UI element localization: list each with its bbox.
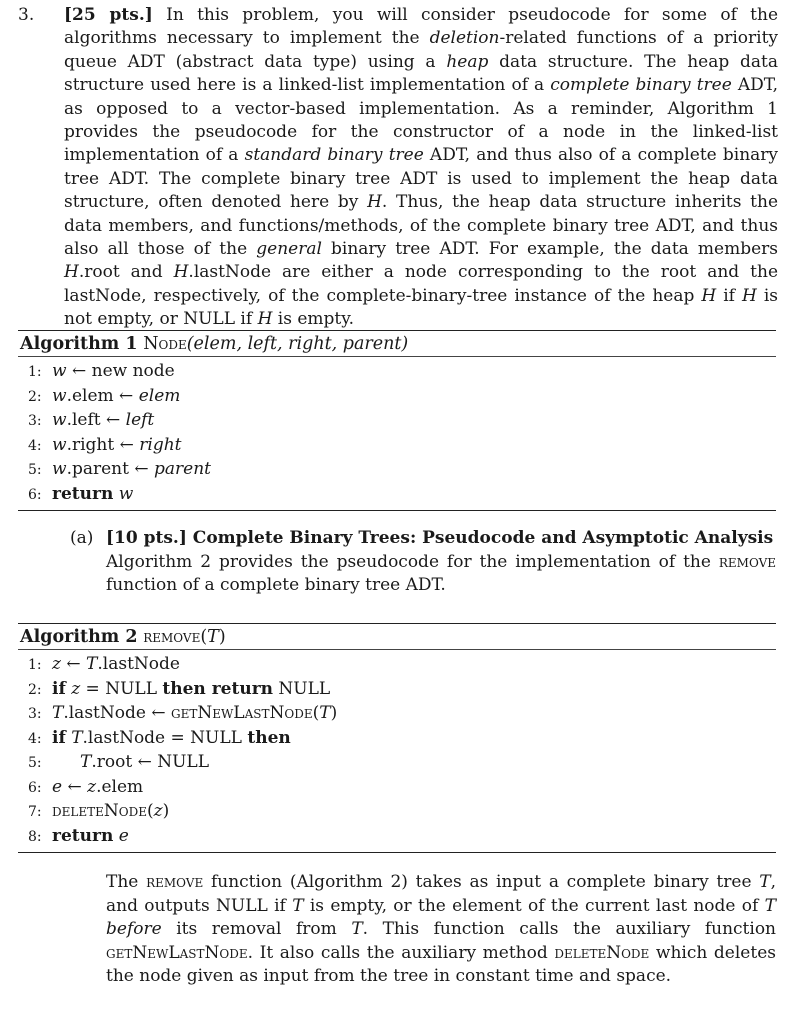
- part-a-label: (a): [70, 528, 94, 548]
- algo-params: (elem, left, right, parent): [186, 334, 409, 354]
- code-var: T: [319, 703, 331, 723]
- part-a-heading: [10 pts.] Complete Binary Trees: Pseudocode and Asymptotic Analysis: [106, 528, 774, 548]
- code-var: e: [52, 776, 63, 797]
- intro-text: .lastNode are either a node corresponding to the root and the lastNode, respectively, of the complete-binary-tree instance of the heap: [64, 262, 779, 306]
- line-number: 5:: [28, 755, 42, 771]
- code-var: T: [86, 654, 98, 674]
- keyword: then: [247, 727, 291, 748]
- code-text: ← new node: [66, 361, 175, 381]
- intro-emph: general: [256, 239, 322, 260]
- body-text: which deletes the node given as input from the tree in constant time and space.: [106, 942, 776, 986]
- fn-name: deleteNode: [554, 942, 650, 963]
- intro-text: is not empty, or NULL if: [64, 285, 778, 330]
- code-text: .lastNode: [97, 654, 180, 674]
- algo-name: Node: [143, 334, 187, 354]
- math-var: T: [764, 895, 776, 916]
- intro-emph: deletion: [429, 28, 500, 49]
- keyword: then return: [162, 678, 274, 699]
- code-text: .right ←: [66, 434, 140, 455]
- algo-line: [18, 360, 776, 385]
- intro-text: In this problem, you will consider pseudocode for some of the algorithms necessary to implement the: [64, 5, 779, 49]
- math-var: H: [742, 285, 757, 306]
- algo-label: Algorithm 1: [20, 334, 138, 354]
- fn-name: getNewLastNode: [106, 942, 248, 963]
- intro-text: data structure. The heap data structure used here is a linked-list implementation of a: [64, 51, 778, 96]
- algo-line: [18, 825, 776, 850]
- problem-number: 3.: [18, 5, 35, 25]
- keyword: return: [52, 483, 114, 504]
- algo-line: [18, 483, 776, 508]
- math-var: H: [257, 309, 273, 330]
- body-text: is empty, or the element of the current last node of: [303, 895, 765, 916]
- line-number: 6:: [28, 779, 42, 796]
- problem-points: [25 pts.]: [64, 5, 153, 26]
- part-a-text: [106, 551, 776, 598]
- algo-line: [18, 385, 776, 410]
- line-number: 3:: [28, 706, 42, 722]
- fn-name: remove: [718, 551, 776, 572]
- keyword: if: [52, 727, 66, 748]
- line-number: 4:: [28, 730, 42, 747]
- algorithm-2-lines: [18, 650, 776, 852]
- intro-text: -related functions of a priority queue ADT (abstract data type) using a: [64, 28, 779, 72]
- math-var: H: [367, 192, 382, 213]
- code-var: w: [52, 385, 67, 406]
- line-number: 3:: [28, 413, 42, 429]
- body-text: function of a complete binary tree ADT.: [106, 575, 446, 595]
- code-var: T: [52, 703, 64, 723]
- code-text: .elem ←: [66, 385, 139, 406]
- code-text: .elem: [96, 776, 144, 797]
- code-var: e: [118, 825, 129, 846]
- intro-emph: complete binary tree: [550, 75, 732, 96]
- line-number: 2:: [28, 681, 42, 698]
- problem-text: [64, 4, 778, 332]
- keyword: if: [52, 678, 66, 699]
- code-var: z: [87, 776, 97, 797]
- code-text: NULL: [273, 678, 331, 699]
- intro-text: is empty.: [272, 309, 355, 330]
- part-a: [70, 527, 776, 598]
- code-var: z: [71, 678, 81, 699]
- line-number: 4:: [28, 437, 42, 454]
- intro-text: .root and: [78, 262, 174, 283]
- body-text: its removal from: [161, 919, 352, 939]
- math-var: T: [759, 872, 771, 892]
- code-var: w: [118, 483, 134, 504]
- body-text: The: [106, 872, 147, 892]
- math-var: H: [701, 285, 717, 306]
- line-number: 8:: [28, 828, 42, 845]
- algo-line: [18, 434, 776, 459]
- closing-paragraph: [106, 871, 776, 989]
- algo-line: 3: T.lastNode ← getNewLastNode(T): [18, 702, 776, 727]
- fn-name: deleteNode: [52, 801, 147, 821]
- algorithm-2-title: Algorithm 2 remove(T): [20, 627, 226, 647]
- line-number: 1:: [28, 657, 42, 673]
- algo-line: 7: deleteNode(z): [18, 800, 776, 825]
- code-text: .left ←: [66, 410, 126, 430]
- algorithm-1-lines: [18, 357, 776, 510]
- line-number: 5:: [28, 462, 42, 478]
- code-text: = NULL: [80, 678, 163, 699]
- code-text: ←: [60, 654, 87, 674]
- code-text: ←: [62, 776, 88, 797]
- code-var: T: [71, 727, 83, 748]
- intro-text: ADT, as opposed to a vector-based implementation. As a reminder, Algorithm 1 provides the pseudocode for the constructor of a node in the linked-list implementation of a: [64, 75, 779, 166]
- algo-line: [18, 751, 776, 776]
- code-text: .parent ←: [66, 459, 155, 479]
- algorithm-1-title: [18, 331, 776, 356]
- code-var: right: [139, 434, 182, 455]
- body-text: . This function calls the auxiliary function: [362, 919, 776, 939]
- algorithm-2-box: [18, 623, 776, 853]
- code-var: w: [52, 410, 67, 430]
- intro-emph: heap: [446, 51, 489, 72]
- code-var: w: [52, 459, 67, 479]
- body-text: , and outputs NULL if: [106, 872, 776, 916]
- code-var: z: [52, 654, 61, 674]
- algo-line: [18, 776, 776, 801]
- algo-label: Algorithm 2: [20, 627, 138, 647]
- algo-line: [18, 678, 776, 703]
- code-text: .lastNode ←: [63, 703, 171, 723]
- line-number: 6:: [28, 486, 42, 503]
- code-var: elem: [138, 385, 181, 406]
- line-number: 7:: [28, 804, 42, 820]
- code-var: parent: [154, 459, 212, 479]
- code-text: .root ← NULL: [91, 752, 210, 772]
- intro-emph: standard binary tree: [244, 145, 424, 166]
- code-text: .lastNode = NULL: [82, 727, 248, 748]
- math-var: T: [292, 895, 304, 916]
- intro-text: binary tree ADT. For example, the data members: [321, 239, 778, 260]
- algo-line: [18, 458, 776, 483]
- intro-text: if: [716, 285, 742, 306]
- algo-line: [18, 653, 776, 678]
- fn-name: getNewLastNode: [170, 703, 313, 723]
- body-text: function (Algorithm 2) takes as input a complete binary tree: [203, 872, 760, 892]
- body-text: . It also calls the auxiliary method: [247, 942, 555, 963]
- math-var: T: [351, 919, 363, 939]
- intro-text: . Thus, the heap data structure inherits the data members, and functions/methods, of the complete binary tree ADT, and thus also all those of the: [64, 192, 778, 260]
- body-text: Algorithm 2 provides the pseudocode for the implementation of the: [106, 551, 719, 572]
- code-var: left: [125, 410, 155, 430]
- algo-rule-bottom: [18, 852, 776, 853]
- algorithm-1-box: [18, 330, 776, 511]
- emph: before: [106, 919, 162, 939]
- code-var: z: [153, 801, 163, 821]
- algo-line: [18, 409, 776, 434]
- code-var: w: [52, 361, 67, 381]
- line-number: 1:: [28, 364, 42, 380]
- algo-line: [18, 727, 776, 752]
- algo-rule-bottom: [18, 510, 776, 511]
- math-var: H: [64, 262, 79, 283]
- problem-intro: [18, 4, 778, 332]
- algo-param: T: [207, 627, 219, 647]
- math-var: H: [173, 262, 189, 283]
- code-var: T: [80, 752, 92, 772]
- intro-text: ADT, and thus also of a complete binary tree ADT. The complete binary tree ADT is used to implement the heap data structure, often denoted here by: [64, 145, 779, 213]
- fn-name: remove: [146, 872, 204, 892]
- line-number: 2:: [28, 388, 42, 405]
- code-var: w: [52, 434, 67, 455]
- algo-name: remove: [143, 627, 201, 647]
- keyword: return: [52, 825, 114, 846]
